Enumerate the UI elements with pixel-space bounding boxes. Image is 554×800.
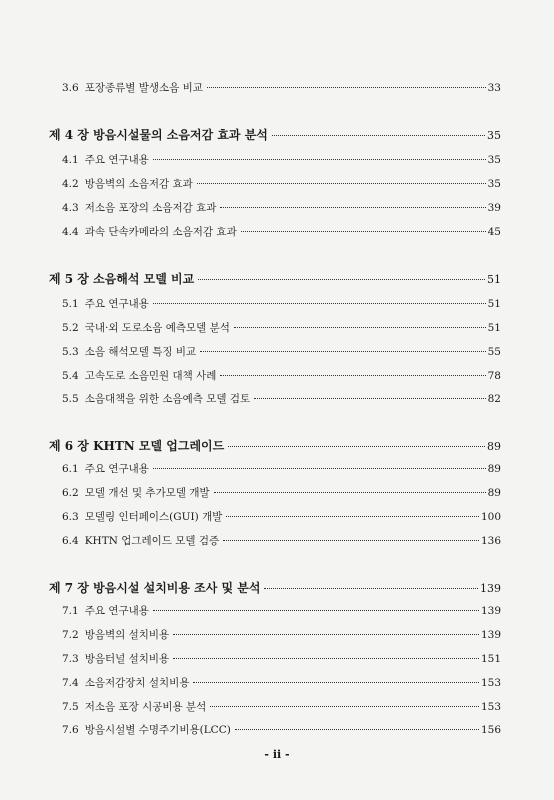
toc-entry-page-number: 51 — [487, 298, 501, 310]
toc-entry-page-number: 139 — [480, 582, 501, 595]
toc-entry-page-number: 156 — [480, 724, 501, 736]
dot-leader — [226, 516, 479, 517]
toc-section-entry[interactable] — [62, 485, 501, 500]
toc-entry-title: 주요 연구내용 — [84, 463, 149, 475]
toc-entry-number: 3.6 — [62, 82, 79, 94]
toc-entry-number: 7.3 — [62, 653, 79, 665]
toc-entry-title: 모델 개선 및 추가모델 개발 — [84, 487, 210, 499]
toc-entry-title: 모델링 인터페이스(GUI) 개발 — [84, 511, 223, 523]
toc-entry-title: 소음 해석모델 특징 비교 — [84, 346, 197, 358]
toc-entry-number: 6.3 — [62, 511, 79, 523]
toc-entry-title: 방음터널 설치비용 — [84, 653, 170, 665]
toc-section-entry[interactable] — [62, 651, 501, 666]
toc-section-entry[interactable] — [62, 603, 501, 618]
toc-entry-title: 제 6 장 KHTN 모델 업그레이드 — [49, 439, 225, 453]
toc-section-entry[interactable] — [62, 344, 501, 359]
toc-entry-title: 주요 연구내용 — [84, 154, 149, 166]
toc-section-entry[interactable] — [62, 722, 501, 737]
toc-entry-number: 5.4 — [62, 370, 79, 382]
toc-entry-page-number: 55 — [487, 346, 501, 358]
toc-entry-title: 국내·외 도로소음 예측모델 분석 — [84, 322, 230, 334]
dot-leader — [214, 492, 486, 493]
toc-entry-page-number: 51 — [487, 273, 501, 286]
dot-leader — [173, 658, 479, 659]
toc-section-entry[interactable] — [62, 461, 501, 476]
dot-leader — [153, 468, 486, 469]
toc-entry-page-number: 153 — [480, 701, 501, 713]
dot-leader — [173, 634, 479, 635]
page-footer: - ii - — [264, 748, 290, 761]
toc-entry-number: 5.5 — [62, 393, 79, 405]
toc-section-entry[interactable] — [62, 391, 501, 406]
toc-section-entry[interactable] — [62, 296, 501, 311]
dot-leader — [153, 610, 479, 611]
toc-entry-title: 방음시설별 수명주기비용(LCC) — [84, 724, 231, 736]
toc-entry-title: 소음대책을 위한 소음예측 모델 검토 — [84, 393, 251, 405]
toc-section-entry[interactable] — [62, 152, 501, 167]
toc-section-entry[interactable] — [62, 80, 501, 95]
toc-entry-number: 4.4 — [62, 226, 79, 238]
toc-entry-number: 6.1 — [62, 463, 79, 475]
toc-entry-number: 7.1 — [62, 605, 79, 617]
toc-entry-page-number: 35 — [487, 129, 501, 142]
dot-leader — [200, 351, 485, 352]
toc-entry-page-number: 151 — [480, 653, 501, 665]
toc-entry-title: KHTN 업그레이드 모델 검증 — [84, 535, 220, 547]
dot-leader — [153, 159, 486, 160]
toc-entry-number: 5.2 — [62, 322, 79, 334]
toc-entry-title: 저소음 포장 시공비용 분석 — [84, 701, 207, 713]
toc-entry-page-number: 33 — [487, 82, 501, 94]
dot-leader — [254, 398, 485, 399]
toc-section-entry[interactable] — [62, 200, 501, 215]
toc-entry-page-number: 39 — [487, 202, 501, 214]
toc-entry-page-number: 78 — [487, 370, 501, 382]
toc-entry-number: 4.2 — [62, 178, 79, 190]
toc-section-entry[interactable] — [62, 699, 501, 714]
dot-leader — [223, 540, 479, 541]
toc-entry-page-number: 89 — [487, 487, 501, 499]
toc-entry-title: 주요 연구내용 — [84, 605, 149, 617]
toc-entry-page-number: 35 — [487, 178, 501, 190]
toc-section-entry[interactable] — [62, 627, 501, 642]
toc-entry-number: 7.6 — [62, 724, 79, 736]
toc-section-entry[interactable] — [62, 176, 501, 191]
toc-entry-title: 소음저감장치 설치비용 — [84, 677, 190, 689]
toc-entry-page-number: 136 — [480, 535, 501, 547]
toc-entry-title: 포장종류별 발생소음 비교 — [84, 82, 203, 94]
toc-entry-title: 제 5 장 소음해석 모델 비교 — [49, 272, 195, 286]
toc-entry-page-number: 82 — [487, 393, 501, 405]
toc-entry-page-number: 89 — [487, 440, 501, 453]
dot-leader — [193, 682, 478, 683]
toc-entry-title: 주요 연구내용 — [84, 298, 149, 310]
toc-entry-number: 5.3 — [62, 346, 79, 358]
toc-entry-title: 과속 단속카메라의 소음저감 효과 — [84, 226, 237, 238]
toc-chapter-entry[interactable] — [49, 126, 501, 143]
toc-section-entry[interactable] — [62, 675, 501, 690]
toc-entry-title: 제 7 장 방음시설 설치비용 조사 및 분석 — [49, 581, 261, 595]
toc-entry-number: 6.2 — [62, 487, 79, 499]
toc-chapter-entry[interactable] — [49, 437, 501, 454]
toc-section-entry[interactable] — [62, 320, 501, 335]
toc-entry-number: 7.5 — [62, 701, 79, 713]
dot-leader — [153, 303, 486, 304]
toc-chapter-entry[interactable] — [49, 270, 501, 287]
toc-entry-number: 4.3 — [62, 202, 79, 214]
toc-entry-title: 저소음 포장의 소음저감 효과 — [84, 202, 217, 214]
dot-leader — [241, 231, 486, 232]
dot-leader — [220, 375, 485, 376]
toc-entry-page-number: 153 — [480, 677, 501, 689]
toc-entry-number: 7.2 — [62, 629, 79, 641]
dot-leader — [207, 87, 486, 88]
dot-leader — [234, 327, 486, 328]
dot-leader — [220, 207, 485, 208]
toc-section-entry[interactable] — [62, 224, 501, 239]
dot-leader — [235, 729, 479, 730]
toc-entry-number: 4.1 — [62, 154, 79, 166]
toc-chapter-entry[interactable] — [49, 579, 501, 596]
toc-entry-title: 방음벽의 설치비용 — [84, 629, 170, 641]
toc-entry-title: 고속도로 소음민원 대책 사례 — [84, 370, 217, 382]
toc-entry-title: 방음벽의 소음저감 효과 — [84, 178, 193, 190]
dot-leader — [210, 706, 479, 707]
dot-leader — [197, 183, 486, 184]
dot-leader — [228, 446, 485, 447]
toc-entry-page-number: 45 — [487, 226, 501, 238]
toc-entry-page-number: 89 — [487, 463, 501, 475]
toc-section-entry[interactable] — [62, 368, 501, 383]
toc-entry-number: 6.4 — [62, 535, 79, 547]
toc-entry-page-number: 35 — [487, 154, 501, 166]
toc-entry-page-number: 139 — [480, 629, 501, 641]
toc-entry-page-number: 100 — [480, 511, 501, 523]
dot-leader — [272, 135, 485, 136]
toc-entry-page-number: 139 — [480, 605, 501, 617]
toc-entry-number: 7.4 — [62, 677, 79, 689]
toc-entry-title: 제 4 장 방음시설물의 소음저감 효과 분석 — [49, 128, 268, 142]
toc-entry-number: 5.1 — [62, 298, 79, 310]
dot-leader — [264, 588, 478, 589]
toc-entry-page-number: 51 — [487, 322, 501, 334]
toc-section-entry[interactable] — [62, 533, 501, 548]
toc-section-entry[interactable] — [62, 509, 501, 524]
dot-leader — [198, 279, 485, 280]
